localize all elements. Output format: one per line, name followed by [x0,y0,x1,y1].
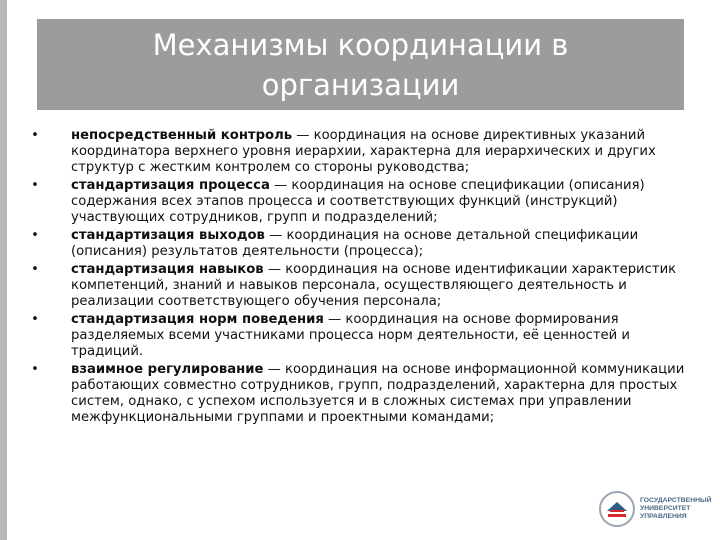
slide-title: Механизмы координации в организации [152,27,569,102]
bullet-icon: • [31,362,39,377]
term-description: — координация на основе спецификации (описания) содержания всех этапов процесса и соответствующих функций (инструкций) участвующих сотрудников, групп и подразделений; [71,178,645,225]
term-label: взаимное регулирование [71,362,264,377]
slide-content [30,128,685,428]
mechanism-list [30,128,685,426]
university-logo [598,490,710,528]
logo-text [640,497,710,521]
bullet-icon: • [31,178,39,193]
bullet-icon: • [31,312,39,327]
term-description: — координация на основе информационной коммуникации работающих совместно сотрудников, групп, подразделений, характерна для простых систем, однако, с успехом используется и в сложных системах при управлении межфункциональными группами и проектными командами; [71,362,685,425]
term-label: непосредственный контроль [71,128,293,143]
list-item-norms-standardization [30,312,685,360]
list-item-mutual-adjustment [30,362,685,426]
logo-line-1: ГОСУДАРСТВЕННЫЙ [640,497,712,504]
term-label: стандартизация навыков [71,262,264,277]
left-accent-bar [0,0,7,540]
list-item-skills-standardization [30,262,685,310]
logo-line-3: УПРАВЛЕНИЯ [640,513,687,520]
logo-line-2: УНИВЕРСИТЕТ [640,505,691,512]
term-label: стандартизация процесса [71,178,270,193]
bullet-icon: • [31,128,39,143]
bullet-icon: • [31,228,39,243]
bullet-icon: • [31,262,39,277]
list-item-direct-control [30,128,685,176]
term-description: — координация на основе директивных указаний координатора верхнего уровня иерархии, характерна для иерархических и других структур с жестким контролем со стороны руководства; [71,128,656,175]
list-item-process-standardization [30,178,685,226]
term-description: — координация на основе детальной спецификации (описания) результатов деятельности (процесса); [71,228,639,259]
list-item-output-standardization [30,228,685,260]
university-emblem-icon [598,490,636,528]
term-description: — координация на основе формирования разделяемых всеми участниками процесса норм деятельности, её ценностей и традиций. [71,312,631,359]
term-label: стандартизация норм поведения [71,312,324,327]
term-description: — координация на основе идентификации характеристик компетенций, знаний и навыков персонала, осуществляющего деятельность и реализации соответствующего обучения персонала; [71,262,677,309]
title-banner [37,19,684,110]
term-label: стандартизация выходов [71,228,265,243]
